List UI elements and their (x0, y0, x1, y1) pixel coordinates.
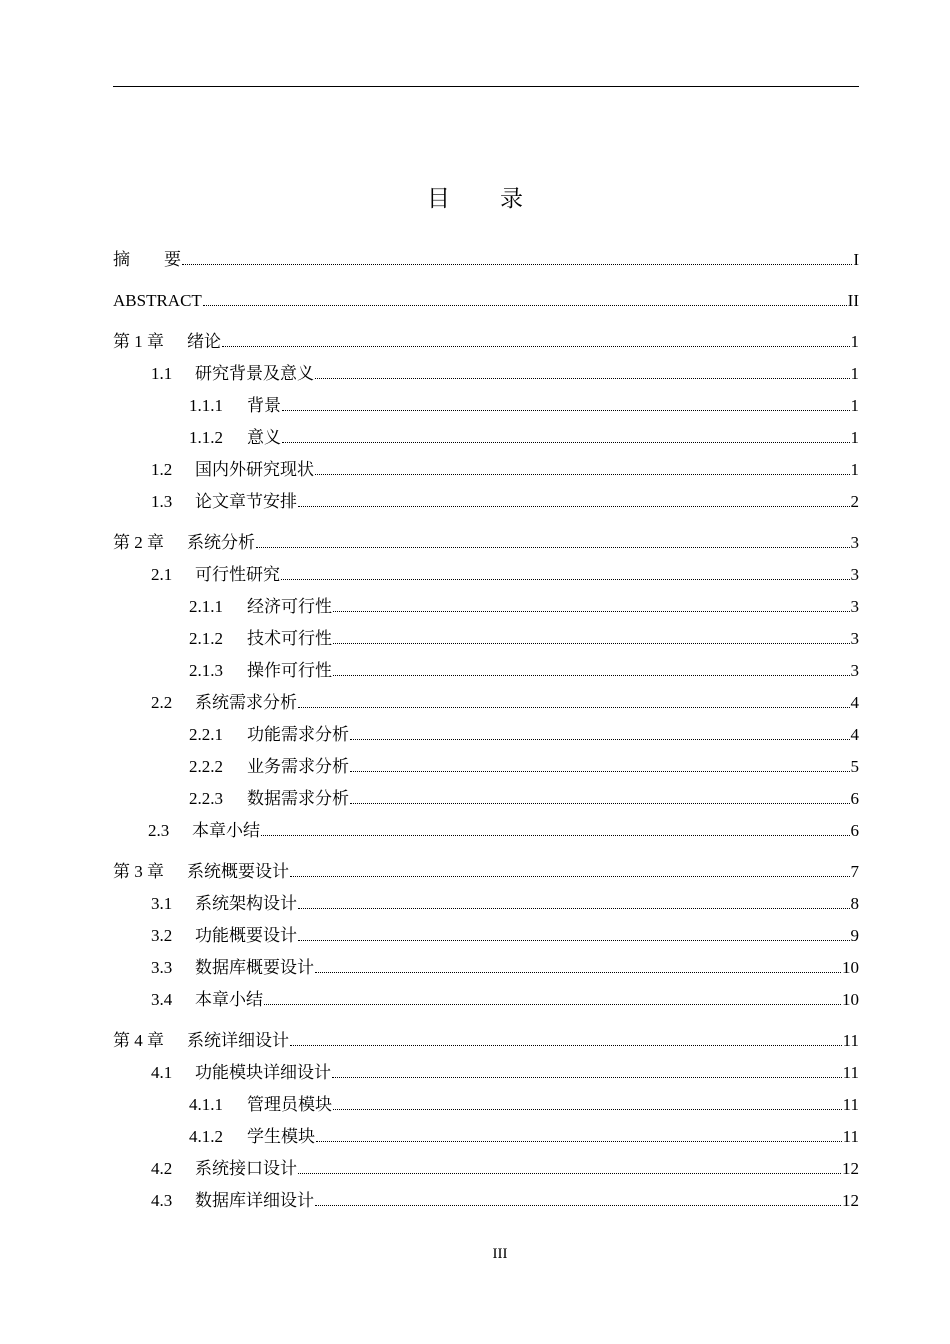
toc-entry-page: 1 (850, 428, 859, 447)
toc-entry[interactable] (113, 486, 859, 518)
dot-leader (261, 835, 850, 836)
toc-entry-label: 系统接口设计 (195, 1159, 297, 1178)
dot-leader (256, 547, 850, 548)
toc-entry-page: 10 (842, 990, 859, 1009)
toc-entry-number: 1.1 (151, 364, 173, 383)
toc-entry-page: 4 (850, 693, 859, 712)
dot-leader (264, 1004, 841, 1005)
toc-entry-page: 11 (842, 1095, 859, 1114)
toc-entry[interactable] (113, 623, 859, 655)
header-rule (113, 86, 859, 87)
toc-entry-label: 论文章节安排 (195, 492, 297, 511)
toc-entry-page: I (853, 250, 859, 269)
toc-entry-label: 操作可行性 (247, 661, 332, 680)
toc-entry[interactable] (113, 454, 859, 486)
toc-entry-page: 6 (850, 821, 859, 840)
dot-leader (298, 908, 850, 909)
dot-leader (333, 611, 850, 612)
toc-title (0, 180, 950, 213)
toc-entry-page: 3 (850, 597, 859, 616)
toc-entry[interactable] (113, 422, 859, 454)
page-number: III (492, 1246, 508, 1262)
toc-entry-page: 12 (842, 1191, 859, 1210)
toc-entry-page: II (847, 291, 859, 310)
toc-entry-label: 业务需求分析 (247, 757, 349, 776)
toc-entry-page: 11 (842, 1063, 859, 1082)
toc-entry-label: 数据库概要设计 (195, 958, 314, 977)
toc-entry-page: 3 (850, 629, 859, 648)
toc-entry-label: 功能概要设计 (195, 926, 297, 945)
toc-entry-label: 研究背景及意义 (195, 364, 314, 383)
dot-leader (282, 410, 850, 411)
dot-leader (332, 1077, 842, 1078)
toc-entry-number: 3.3 (151, 958, 173, 977)
dot-leader (350, 739, 850, 740)
toc-entry[interactable] (113, 390, 859, 422)
toc-entry-number: 第 2 章 (113, 533, 164, 552)
toc-entry-number: 4.3 (151, 1191, 173, 1210)
toc-entry-number: 1.1.2 (189, 428, 223, 447)
toc-entry[interactable] (113, 655, 859, 687)
toc-entry-number: 4.1 (151, 1063, 173, 1082)
toc-entry[interactable] (113, 1089, 859, 1121)
toc-entry-page: 3 (850, 533, 859, 552)
toc-entry-label: 系统详细设计 (187, 1031, 289, 1050)
toc-entry[interactable] (113, 952, 859, 984)
dot-leader (333, 643, 850, 644)
toc-entry[interactable] (113, 1121, 859, 1153)
dot-leader (333, 675, 850, 676)
dot-leader (298, 506, 850, 507)
dot-leader (315, 1205, 841, 1206)
dot-leader (350, 771, 850, 772)
toc-entry-page: 5 (850, 757, 859, 776)
toc-entry-label: 背景 (247, 396, 281, 415)
dot-leader (298, 1173, 841, 1174)
toc-entry-label: 经济可行性 (247, 597, 332, 616)
toc-entry-number: 3.1 (151, 894, 173, 913)
toc-entry-number: 4.1.2 (189, 1127, 223, 1146)
toc-entry[interactable] (113, 1185, 859, 1217)
toc-entry[interactable] (113, 687, 859, 719)
toc-entry[interactable] (113, 1025, 859, 1057)
toc-entry-label: 管理员模块 (247, 1095, 332, 1114)
dot-leader (315, 378, 850, 379)
toc-entry[interactable] (113, 920, 859, 952)
toc-entry[interactable] (113, 888, 859, 920)
dot-leader (316, 1141, 842, 1142)
page-footer (0, 1246, 950, 1263)
toc-entry-label: 系统架构设计 (195, 894, 297, 913)
toc-entry-number: 1.1.1 (189, 396, 223, 415)
toc-entry-page: 1 (850, 332, 859, 351)
toc-entry-number: 2.1.3 (189, 661, 223, 680)
dot-leader (282, 442, 850, 443)
toc-entry-page: 3 (850, 565, 859, 584)
toc-entry-label: 摘 要 (113, 250, 181, 269)
toc-entry-label: 学生模块 (247, 1127, 315, 1146)
toc-entry[interactable] (113, 1057, 859, 1089)
dot-leader (203, 305, 847, 306)
toc-entry-label: 系统分析 (187, 533, 255, 552)
toc-entry-page: 11 (842, 1031, 859, 1050)
toc-title-char-1: 目 (427, 186, 450, 211)
toc-entry-number: 1.2 (151, 460, 173, 479)
toc-entry-page: 1 (850, 364, 859, 383)
toc-entry[interactable] (113, 244, 859, 276)
toc-entry-number: 3.4 (151, 990, 173, 1009)
toc-entry[interactable] (113, 751, 859, 783)
toc-entry[interactable] (113, 527, 859, 559)
dot-leader (315, 474, 850, 475)
toc-entry-page: 12 (842, 1159, 859, 1178)
toc-entry-number: 第 3 章 (113, 862, 164, 881)
toc-entry[interactable] (113, 1153, 859, 1185)
toc-entry-label: 本章小结 (192, 821, 260, 840)
toc-entry-label: 数据需求分析 (247, 789, 349, 808)
toc-entry-page: 1 (850, 396, 859, 415)
toc-entry-label: 绪论 (187, 332, 221, 351)
toc-entry-label: 系统概要设计 (187, 862, 289, 881)
toc-entry-label: 系统需求分析 (195, 693, 297, 712)
toc-entry-label: 功能需求分析 (247, 725, 349, 744)
toc-entry-number: 4.1.1 (189, 1095, 223, 1114)
toc-entry[interactable] (113, 856, 859, 888)
toc-entry-page: 8 (850, 894, 859, 913)
toc-entry-page: 11 (842, 1127, 859, 1146)
toc-title-char-2: 录 (500, 186, 523, 211)
dot-leader (298, 940, 850, 941)
toc-entry[interactable] (113, 984, 859, 1016)
dot-leader (333, 1109, 842, 1110)
toc-entry-label: 意义 (247, 428, 281, 447)
toc-entry-number: 第 1 章 (113, 332, 164, 351)
toc-entry-number: 2.2.1 (189, 725, 223, 744)
toc-entry-number: 2.1.2 (189, 629, 223, 648)
toc-entry[interactable] (113, 285, 859, 317)
toc-entry-label: 可行性研究 (195, 565, 280, 584)
dot-leader (290, 1045, 842, 1046)
toc-entry-page: 6 (850, 789, 859, 808)
toc-entry-number: 2.1 (151, 565, 173, 584)
toc-entry-label: 本章小结 (195, 990, 263, 1009)
toc-entry[interactable] (113, 559, 859, 591)
toc-entry[interactable] (113, 326, 859, 358)
dot-leader (222, 346, 850, 347)
toc-entry-number: 2.3 (148, 821, 170, 840)
toc-entry-label: 数据库详细设计 (195, 1191, 314, 1210)
toc-entry[interactable] (113, 815, 859, 847)
toc-entry-label: 技术可行性 (247, 629, 332, 648)
toc-entry-page: 1 (850, 460, 859, 479)
table-of-contents (113, 244, 859, 1217)
toc-entry-label: 国内外研究现状 (195, 460, 314, 479)
toc-entry-number: 第 4 章 (113, 1031, 164, 1050)
toc-entry-number: 2.2.3 (189, 789, 223, 808)
toc-entry[interactable] (113, 358, 859, 390)
toc-entry-number: 4.2 (151, 1159, 173, 1178)
toc-entry-page: 10 (842, 958, 859, 977)
dot-leader (281, 579, 850, 580)
toc-entry-number: 2.2.2 (189, 757, 223, 776)
toc-entry[interactable] (113, 719, 859, 751)
toc-entry-page: 4 (850, 725, 859, 744)
toc-entry[interactable] (113, 591, 859, 623)
dot-leader (290, 876, 850, 877)
toc-entry-number: 2.1.1 (189, 597, 223, 616)
toc-entry-number: 3.2 (151, 926, 173, 945)
toc-entry-page: 7 (850, 862, 859, 881)
toc-entry-label: 功能模块详细设计 (195, 1063, 331, 1082)
toc-entry-page: 3 (850, 661, 859, 680)
toc-entry-number: 2.2 (151, 693, 173, 712)
dot-leader (350, 803, 850, 804)
toc-entry-page: 9 (850, 926, 859, 945)
toc-entry-page: 2 (850, 492, 859, 511)
dot-leader (298, 707, 850, 708)
toc-entry-label: ABSTRACT (113, 291, 202, 310)
toc-entry-number: 1.3 (151, 492, 173, 511)
dot-leader (315, 972, 841, 973)
dot-leader (182, 264, 852, 265)
toc-entry[interactable] (113, 783, 859, 815)
